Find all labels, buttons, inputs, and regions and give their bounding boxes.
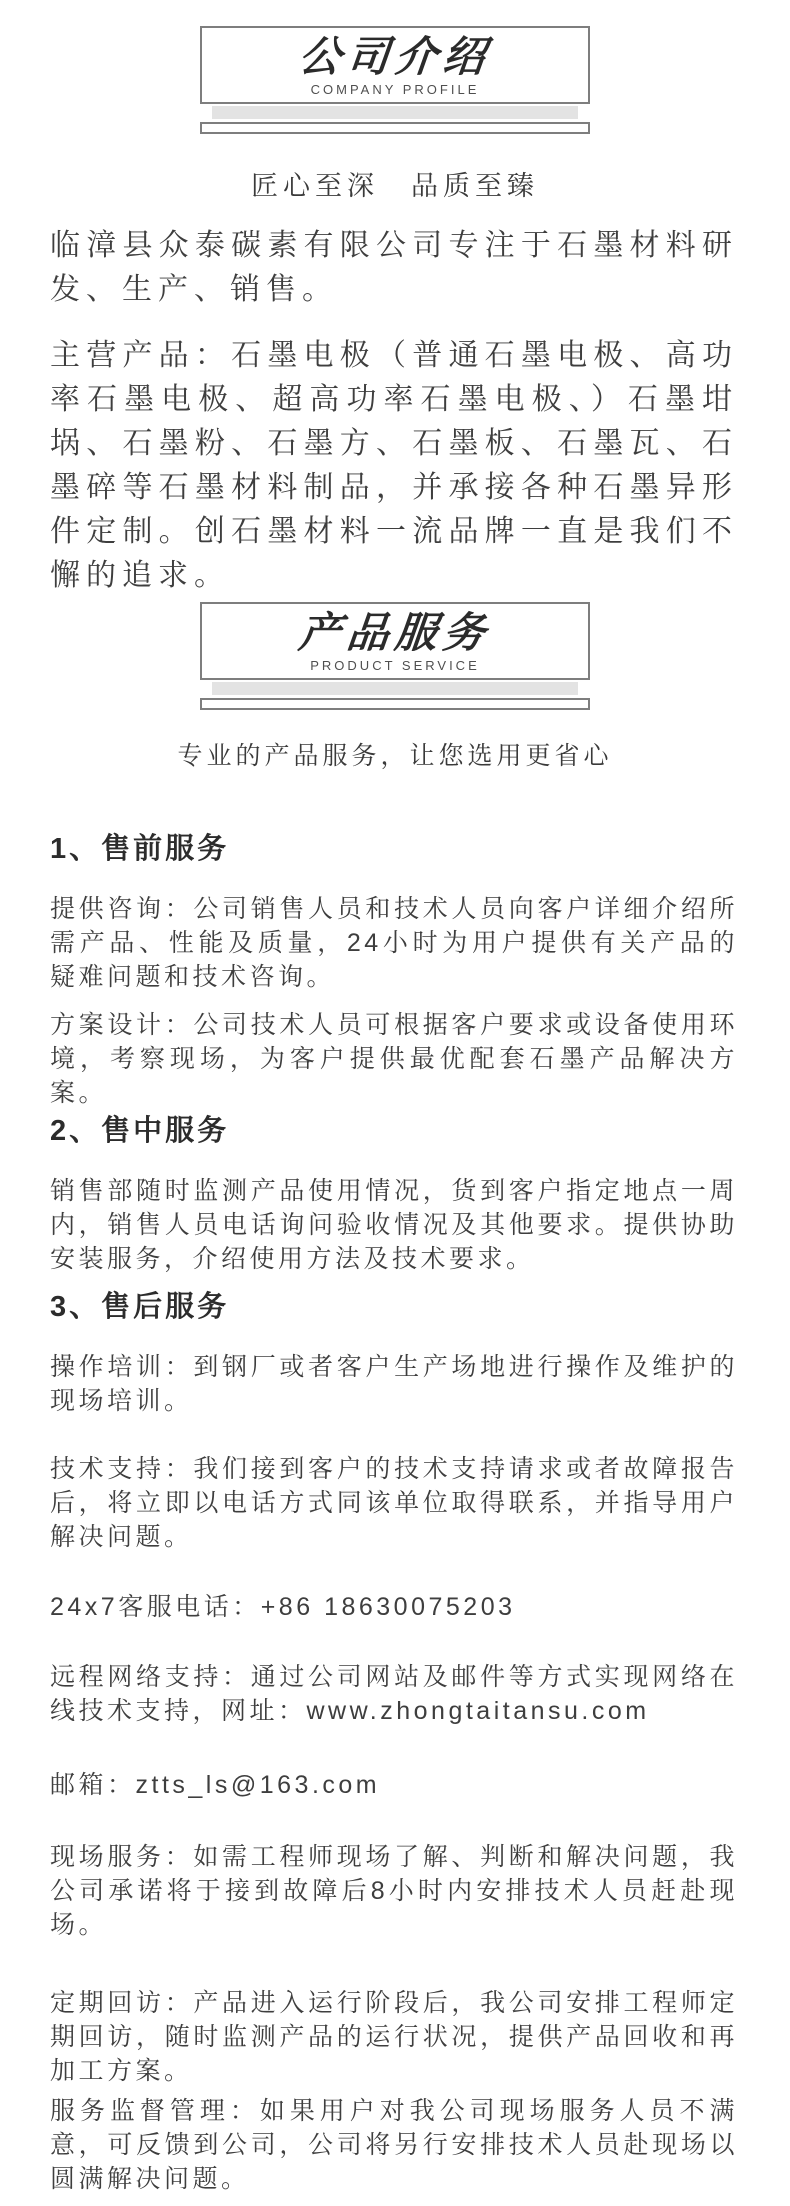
- followup-visit-paragraph: 定期回访：产品进入运行阶段后，我公司安排工程师定期回访，随时监测产品的运行状况，提供产品回收和再加工方案。: [50, 1989, 738, 2086]
- remote-support-paragraph: 远程网络支持：通过公司网站及邮件等方式实现网络在线技术支持，网址：www.zhongtaitansu.com: [50, 1663, 738, 1726]
- aftersale-training-paragraph: 操作培训：到钢厂或者客户生产场地进行操作及维护的现场培训。: [50, 1353, 738, 1416]
- service-hotline-paragraph: 24x7客服电话：+86 18630075203: [50, 1593, 516, 1622]
- banner-title-cn: 公司介绍: [296, 33, 494, 80]
- product-service-banner: [0, 602, 790, 710]
- banner-gray-bar: [212, 106, 578, 119]
- banner-title-box: [200, 602, 590, 680]
- presale-consulting-paragraph: 提供咨询：公司销售人员和技术人员向客户详细介绍所需产品、性能及质量，24小时为用户提供有关产品的疑难问题和技术咨询。: [50, 895, 738, 992]
- presale-service-heading: 1、售前服务: [50, 833, 230, 865]
- banner-title-en: PRODUCT SERVICE: [310, 658, 480, 673]
- banner-white-bar: [200, 698, 590, 710]
- midsale-monitoring-paragraph: 销售部随时监测产品使用情况，货到客户指定地点一周内，销售人员电话询问验收情况及其他要求。提供协助安装服务，介绍使用方法及技术要求。: [50, 1177, 738, 1274]
- company-tagline: 匠心至深 品质至臻: [251, 171, 539, 201]
- aftersale-tech-support-paragraph: 技术支持：我们接到客户的技术支持请求或者故障报告后，将立即以电话方式同该单位取得联系，并指导用户解决问题。: [50, 1455, 738, 1552]
- email-paragraph: 邮箱：ztts_ls@163.com: [50, 1771, 381, 1800]
- banner-title-box: [200, 26, 590, 104]
- banner-gray-bar: [212, 682, 578, 695]
- company-profile-section: [0, 26, 790, 598]
- banner-white-bar: [200, 122, 590, 134]
- service-subtitle: 专业的产品服务，让您选用更省心: [177, 742, 613, 770]
- midsale-service-heading: 2、售中服务: [50, 1115, 230, 1148]
- aftersale-service-heading: 3、售后服务: [50, 1291, 230, 1324]
- product-service-section: [0, 602, 790, 2196]
- company-profile-banner: [0, 26, 790, 134]
- banner-title-en: COMPANY PROFILE: [310, 82, 480, 97]
- onsite-service-paragraph: 现场服务：如需工程师现场了解、判断和解决问题，我公司承诺将于接到故障后8小时内安排技术人员赶赴现场。: [50, 1843, 738, 1940]
- banner-title-cn: 产品服务: [296, 609, 494, 656]
- company-intro-paragraph: 临漳县众泰碳素有限公司专注于石墨材料研发、生产、销售。: [50, 229, 738, 306]
- presale-solution-design-paragraph: 方案设计：公司技术人员可根据客户要求或设备使用环境，考察现场，为客户提供最优配套石墨产品解决方案。: [50, 1011, 738, 1108]
- company-products-paragraph: 主营产品：石墨电极（普通石墨电极、高功率石墨电极、超高功率石墨电极、）石墨坩埚、石墨粉、石墨方、石墨板、石墨瓦、石墨碎等石墨材料制品，并承接各种石墨异形件定制。创石墨材料一流品牌一直是我们不懈的追求。: [50, 339, 738, 592]
- service-supervision-paragraph: 服务监督管理：如果用户对我公司现场服务人员不满意，可反馈到公司，公司将另行安排技术人员赴现场以圆满解决问题。: [50, 2097, 738, 2194]
